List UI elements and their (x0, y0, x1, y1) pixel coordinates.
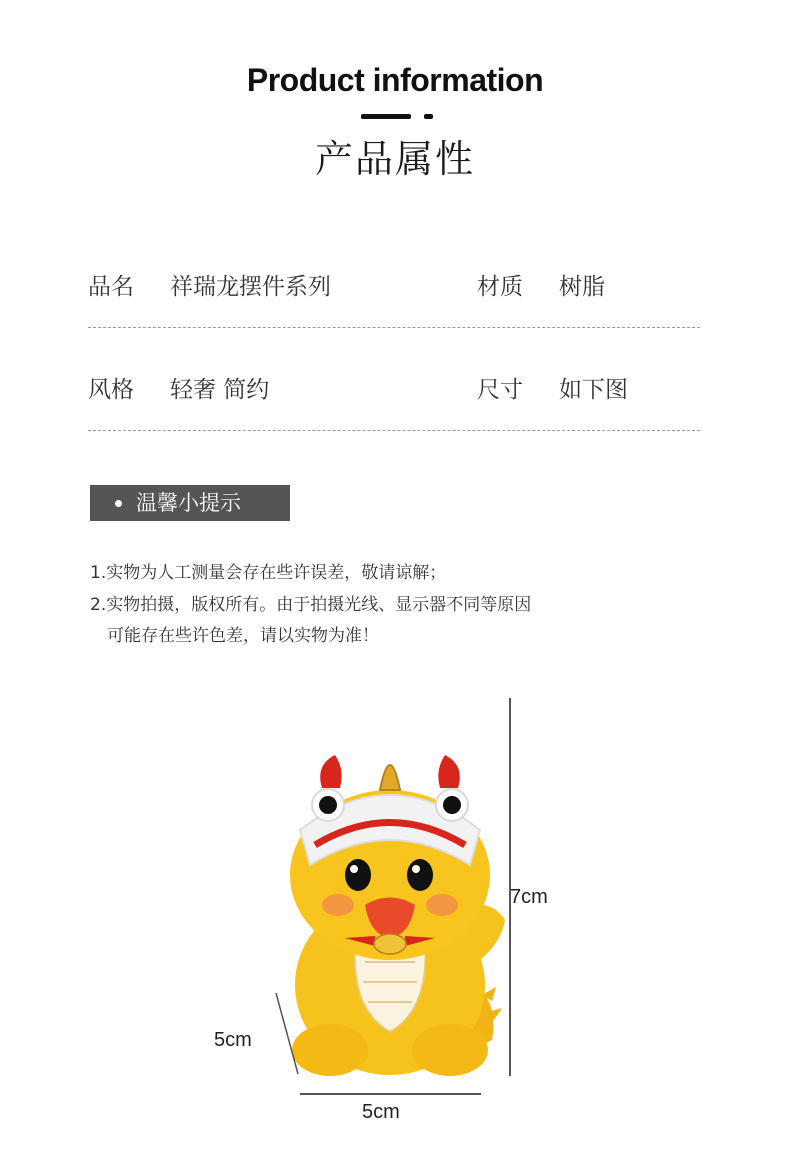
attr-label-material: 材质 (477, 274, 523, 300)
attr-label-name: 品名 (88, 274, 134, 300)
red-horn-left (320, 755, 341, 788)
bullet-icon (115, 500, 122, 507)
width-dimension-line (300, 1093, 481, 1095)
dragon-eye-right (407, 859, 433, 891)
red-horn-right (438, 755, 459, 788)
height-label: 7cm (510, 886, 548, 908)
attr-value-material: 树脂 (559, 274, 605, 300)
width-label: 5cm (362, 1101, 400, 1123)
row-divider (88, 430, 700, 431)
attr-value-size: 如下图 (559, 377, 628, 403)
tip-line-2: 2.实物拍摄，版权所有。由于拍摄光线、显示器不同等原因 (90, 595, 532, 615)
row-divider (88, 327, 700, 328)
dragon-eye-left (345, 859, 371, 891)
golden-horn (380, 765, 400, 790)
depth-dimension-line (270, 990, 304, 1080)
tip-line-3: 可能存在些许色差，请以实物为准！ (107, 626, 379, 646)
title-divider-short (424, 114, 433, 119)
tips-title: 温馨小提示 (136, 491, 241, 515)
tip-line-1: 1.实物为人工测量会存在些许误差，敬请谅解； (90, 563, 447, 583)
title-english: Product information (246, 62, 544, 98)
dragon-foot-right (412, 1024, 488, 1076)
attr-label-style: 风格 (88, 377, 134, 403)
attr-label-size: 尺寸 (477, 377, 523, 403)
attr-value-name: 祥瑞龙摆件系列 (170, 274, 331, 300)
attr-value-style: 轻奢 简约 (170, 377, 270, 403)
title-chinese: 产品属性 (314, 137, 475, 181)
depth-label: 5cm (214, 1029, 252, 1051)
title-divider-long (361, 114, 411, 119)
